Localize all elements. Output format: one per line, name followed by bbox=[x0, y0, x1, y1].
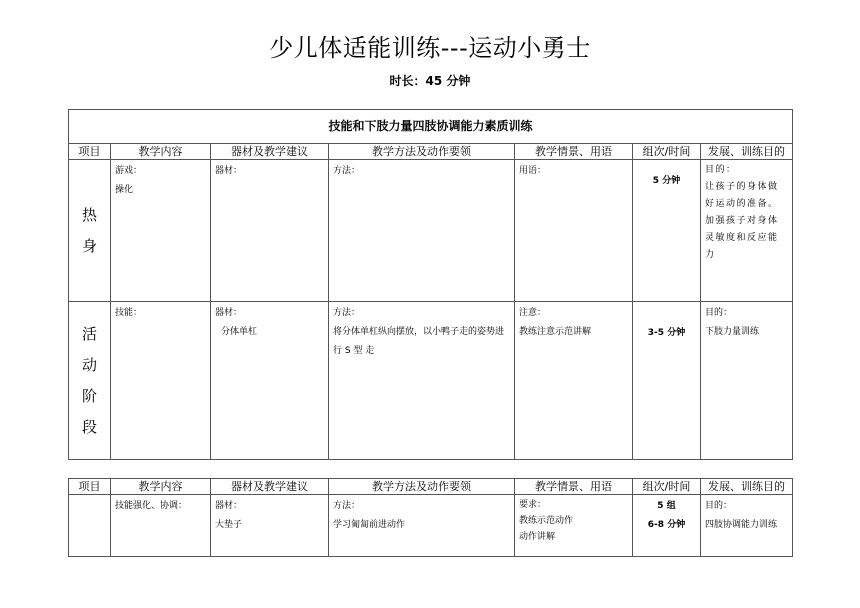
header-cell: 教学情景、用语 bbox=[515, 479, 633, 495]
skill-label bbox=[69, 495, 111, 557]
skill-method: 方法： 学习匍匐前进动作 bbox=[329, 495, 515, 557]
warmup-goal: 目的： 让孩子的身体做好运动的准备。 加强孩子对身体灵敏度和反应能力 bbox=[701, 160, 793, 302]
duration-subtitle: 时长：45 分钟 bbox=[389, 74, 471, 88]
header-row bbox=[69, 479, 793, 495]
header-cell: 组次/时间 bbox=[633, 144, 701, 160]
activity-equipment: 器材： 分体单杠 bbox=[211, 302, 329, 460]
header-cell: 发展、训练目的 bbox=[701, 144, 793, 160]
header-cell: 器材及教学建议 bbox=[211, 144, 329, 160]
skill-scenario: 要求： 教练示范动作 动作讲解 bbox=[515, 495, 633, 557]
page-title: 少儿体适能训练---运动小勇士 bbox=[269, 34, 591, 62]
header-row bbox=[69, 144, 793, 160]
warmup-scenario: 用语： bbox=[515, 160, 633, 302]
activity-time: 3-5 分钟 bbox=[633, 302, 701, 460]
header-cell: 教学方法及动作要领 bbox=[329, 144, 515, 160]
activity-goal: 目的： 下肢力量训练 bbox=[701, 302, 793, 460]
activity-row bbox=[69, 302, 793, 460]
header-cell: 器材及教学建议 bbox=[211, 479, 329, 495]
warmup-content: 游戏： 操化 bbox=[111, 160, 211, 302]
warmup-equipment: 器材： bbox=[211, 160, 329, 302]
header-cell: 组次/时间 bbox=[633, 479, 701, 495]
header-cell: 教学情景、用语 bbox=[515, 144, 633, 160]
skill-equipment: 器材： 大垫子 bbox=[211, 495, 329, 557]
activity-method: 方法： 将分体单杠纵向摆放，以小鸭子走的姿势进行 S 型 走 bbox=[329, 302, 515, 460]
header-cell: 教学内容 bbox=[111, 479, 211, 495]
warmup-row bbox=[69, 160, 793, 302]
warmup-label: 热身 bbox=[69, 160, 111, 302]
header-cell: 发展、训练目的 bbox=[701, 479, 793, 495]
activity-scenario: 注意： 教练注意示范讲解 bbox=[515, 302, 633, 460]
header-cell: 教学方法及动作要领 bbox=[329, 479, 515, 495]
training-table-2 bbox=[68, 478, 793, 557]
warmup-method: 方法： bbox=[329, 160, 515, 302]
skill-goal: 目的： 四肢协调能力训练 bbox=[701, 495, 793, 557]
header-cell: 项目 bbox=[69, 479, 111, 495]
skill-row bbox=[69, 495, 793, 557]
warmup-time: 5 分钟 bbox=[633, 160, 701, 302]
activity-content: 技能： bbox=[111, 302, 211, 460]
skill-content: 技能强化、协调： bbox=[111, 495, 211, 557]
header-cell: 教学内容 bbox=[111, 144, 211, 160]
header-cell: 项目 bbox=[69, 144, 111, 160]
section-title: 技能和下肢力量四肢协调能力素质训练 bbox=[69, 110, 793, 144]
activity-label: 活动阶段 bbox=[69, 302, 111, 460]
training-table-1 bbox=[68, 109, 793, 460]
skill-time: 5 组 6-8 分钟 bbox=[633, 495, 701, 557]
